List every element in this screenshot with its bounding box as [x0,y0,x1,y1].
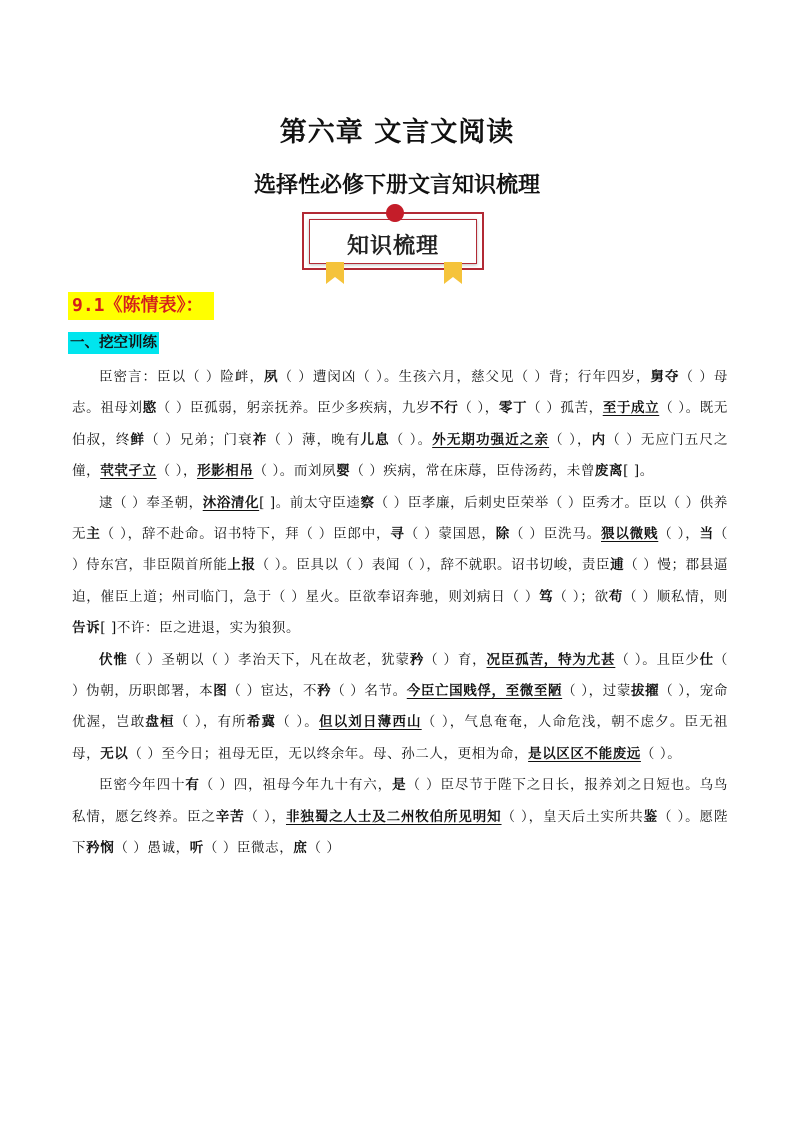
key-term: 无以 [100,745,129,762]
passage-paragraph-1 [72,362,728,488]
passage-text: （ ）。而刘夙 [253,463,337,480]
passage-text: （ ），气息奄奄，人命危浅，朝不虑夕。臣无祖母， [72,714,729,762]
key-term: 但以刘日薄西山 [318,714,422,731]
key-term: 鲜 [130,431,146,448]
passage-text: （ ）圣朝以（ ）孝治天下，凡在故老，犹蒙 [127,651,410,668]
passage-text: （ ）母志。祖母刘 [72,369,728,417]
passage-text: （ ）， [549,431,592,448]
passage-text: （ ）。既无伯叔，终 [72,400,729,448]
passage-text: （ ）臣孝廉，后刺史臣荣举（ ）臣秀才。臣以（ ）供养无 [72,494,729,543]
passage-text: （ ）顺私情，则 [623,588,728,605]
key-term: 鉴 [643,808,659,825]
key-term: 除 [495,526,511,543]
key-term: 况臣孤苦，特为尤甚 [486,651,616,668]
passage-text: （ ），辞不赴命。诏书特下，拜（ ）臣郎中， [100,526,391,543]
passage-text: （ ）。 [640,745,682,762]
passage-text: （ ）臣孤弱，躬亲抚养。臣少多疾病，九岁 [156,400,431,417]
passage-text: （ ）臣尽节于陛下之日长，报养刘之日短也。乌鸟私情，愿乞终养。臣之 [72,777,728,825]
passage-text: （ ） [307,840,341,857]
key-term: 不行 [430,400,459,417]
passage-paragraph-4 [72,770,728,864]
passage-text: （ ）孤苦， [527,400,603,417]
passage-text: （ ）兄弟；门衰 [145,431,253,448]
passage-text: 臣密言：臣以（ ）险衅， [99,369,264,385]
passage-text: （ ）， [458,400,499,417]
key-term: 听 [189,840,204,857]
passage-text: 逮（ ）奉圣朝， [99,494,203,511]
key-term: 非独蜀之人士及二州牧伯所见明知 [285,808,502,825]
key-term: 今臣亡国贱俘，至微至陋 [406,683,563,700]
key-term: 儿息 [360,431,390,448]
badge-dot-icon [386,204,404,222]
key-term: 当 [699,526,714,543]
passage-text: （ ）。愿陛下 [72,808,729,857]
passage-text: [ ]。前太守臣逵 [259,494,361,511]
passage-text: （ ）伪朝，历职郎署，本 [72,651,729,700]
passage-paragraph-2 [72,488,728,645]
passage-text: （ ）。 [389,431,433,448]
key-term: 外无期功强近之亲 [432,431,550,448]
key-term: 舅夺 [650,369,680,385]
key-term: 盘桓 [145,714,175,731]
key-term: 内 [591,431,607,448]
passage-text: （ ）四，祖母今年九十有六， [199,777,393,794]
key-term: 愍 [142,400,157,417]
passage-text: （ ），宠命优渥，岂敢 [72,683,728,731]
passage-text: （ ）， [658,526,700,543]
page-subtitle: 选择性必修下册文言知识梳理 [253,173,540,198]
passage-text: （ ）， [156,463,198,480]
passage-text: （ ）臣洗马。 [510,526,601,543]
passage-text: （ ）。臣具以（ ）表闻（ ），辞不就职。诏书切峻，责臣 [255,557,611,574]
passage-text: （ ），有所 [174,714,247,731]
key-term: 零丁 [498,400,528,417]
key-term: 至于成立 [602,400,660,417]
passage-text: （ ）慢；郡县逼迫，催臣上道；州司临门，急于（ ）星火。臣欲奉诏奔驰，则刘病日（ ） [72,557,728,605]
key-term: 夙 [263,369,279,385]
key-term: 苟 [608,588,624,605]
passage-text: （ ）臣微志， [203,840,294,857]
passage-text: 臣密今年四十 [99,777,186,794]
passage-text: （ ）遭闵凶（ ）。生孩六月，慈父见（ ）背；行年四岁， [278,369,651,385]
key-term: 沐浴清化 [202,494,260,511]
key-term: 图 [213,683,228,700]
key-term: 希冀 [246,714,277,731]
key-term: 有 [185,777,200,794]
key-term: 茕茕孑立 [100,463,157,480]
passage-text: （ ）育， [424,651,487,668]
key-term: 矜 [409,651,425,668]
passage-text: （ ）无应门五尺之僮， [72,431,729,480]
key-term: 主 [86,526,101,543]
key-term: 仕 [699,651,714,668]
key-term: 庶 [293,840,308,857]
passage-text: （ ）。且臣少 [615,651,700,668]
page-title: 第六章 文言文阅读 [279,117,515,148]
key-term: 形影相吊 [197,463,254,480]
key-term: 伏惟 [99,651,128,668]
passage-text: （ ）薄，晚有 [267,431,361,448]
passage-text: （ ）；欲 [553,588,609,605]
knowledge-badge [302,208,488,278]
key-term: 笃 [539,588,554,605]
passage-text: （ ）疾病，常在床蓐，臣侍汤药，未曾 [350,463,595,480]
key-term: 上报 [227,557,256,574]
passage-text: （ ），皇天后土实所共 [501,808,644,825]
passage-text: （ ）至今日；祖母无臣，无以终余年。母、孙二人，更相为命， [128,745,529,762]
key-term: 逋 [610,557,625,574]
key-term: 拔擢 [630,683,660,700]
key-term: 婴 [336,463,351,480]
key-term: 矜悯 [86,840,115,857]
passage-text: （ ）愚诚， [114,840,190,857]
passage-text: （ ）侍东宫，非臣陨首所能 [72,526,728,574]
passage-body [72,362,728,865]
key-term: 寻 [390,526,405,543]
passage-paragraph-3 [72,645,728,771]
sub-heading: 一、挖空训练 [68,332,159,354]
key-term: 察 [360,494,375,511]
section-heading: 9.1《陈情表》： [68,292,214,320]
passage-text: （ ）宦达，不 [227,683,318,700]
passage-text: （ ）， [244,808,286,825]
badge-label: 知识梳理 [346,234,439,259]
passage-text: [ ]。 [623,463,654,480]
key-term: 废离 [594,463,624,480]
key-term: 是以区区不能废远 [528,745,641,762]
passage-text: （ ）蒙国恩， [404,526,496,543]
passage-text: （ ）名节。 [331,683,407,700]
key-term: 猥以微贱 [601,526,659,543]
passage-text: （ ），过蒙 [562,683,631,700]
key-term: 告诉 [72,620,101,637]
key-term: 辛苦 [215,808,245,825]
key-term: 祚 [252,431,268,448]
passage-text: [ ]不许：臣之进退，实为狼狈。 [100,620,301,637]
passage-text: （ ）。 [276,714,319,731]
key-term: 是 [392,777,407,794]
key-term: 矜 [317,683,332,700]
